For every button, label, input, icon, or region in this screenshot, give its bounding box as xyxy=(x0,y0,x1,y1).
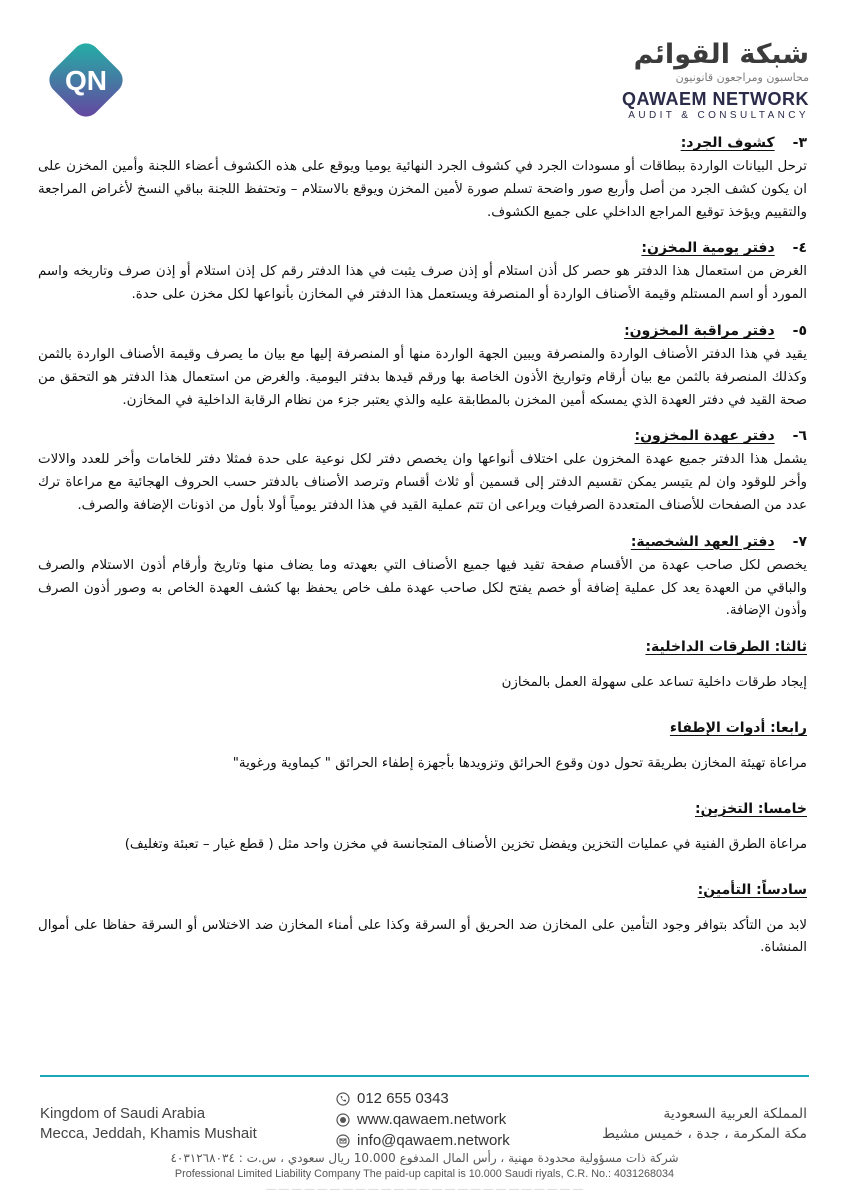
footer-faint-text: — — — — — — — — — — — — — — — — — — — — — — — — — xyxy=(266,1184,583,1195)
subsection-text: لابد من التأكد بتوافر وجود التأمين على المخازن ضد الحريق أو السرقة وكذا على أمناء المخازن ضد الاختلاس أو السرقة حفاظا على أموال المنشاة. xyxy=(38,917,807,956)
location-en-country: Kingdom of Saudi Arabia xyxy=(40,1105,206,1122)
subsection-text: إيجاد طرقات داخلية تساعد على سهولة العمل بالمخازن xyxy=(501,675,807,691)
subsection-heading xyxy=(38,717,807,739)
section-title: دفتر العهد الشخصية: xyxy=(630,533,775,550)
subsection-heading xyxy=(38,879,807,901)
brand-english-subtitle: AUDIT & CONSULTANCY xyxy=(628,110,809,121)
section-title: دفتر عهدة المخزون: xyxy=(634,428,775,445)
email-address: info@qawaem.network xyxy=(357,1132,510,1149)
section-text: الغرض من استعمال هذا الدفتر هو حصر كل أذن استلام أو إذن صرف يثبت في هذا الدفتر رقم كل إذن استلام أو إذن صرف وتاريخه واسم المورد أو اسم المستلم وقيمة الأصناف الواردة أو المنصرفة ويستعمل هذا الدفتر في المخازن بأنواعها لكل مخزن على حدة. xyxy=(38,264,807,303)
footer-divider xyxy=(40,1075,809,1077)
document-body xyxy=(38,132,807,982)
location-english xyxy=(40,1104,257,1144)
subsection-insurance xyxy=(38,879,807,961)
brand-block xyxy=(609,40,809,122)
email-icon xyxy=(336,1134,350,1148)
email-row[interactable] xyxy=(336,1130,576,1151)
phone-number: 012 655 0343 xyxy=(357,1090,449,1107)
section-text: يشمل هذا الدفتر جميع عهدة المخزون على اختلاف أنواعها وان يخصص دفتر لكل نوعية على حدة فمثلا دفتر للخامات وأخر للعدد والالات وأخر للوقود وان لم يتيسر يمكن تقسيم الدفتر إلى قسمين أو ثلاث أقسام وترصد الأصناف بالدفتر حسب الحروف الهجائية مع مراعاة ترك عدد من الصفحات للأصناف المتعددة الصرفيات ويراعى ان تتم عملية القيد في هذا الدفتر يومياً أولا بأول من اذونات الإضافة والصرف. xyxy=(38,452,807,513)
brand-arabic: شبكة القوائم xyxy=(633,39,809,70)
website-row[interactable] xyxy=(336,1109,576,1130)
phone-row[interactable] xyxy=(336,1088,576,1109)
location-ar-cities: مكة المكرمة ، جدة ، خميس مشيط xyxy=(602,1126,807,1142)
section-heading xyxy=(38,531,807,553)
location-ar-country: المملكة العربية السعودية xyxy=(663,1106,807,1122)
section-number: ٥- xyxy=(792,322,807,339)
subsection-title: رابعا: أدوات الإطفاء xyxy=(669,719,807,736)
section-title: دفتر يومية المخزن: xyxy=(641,240,775,257)
subsection-title: سادساً: التأمين: xyxy=(697,881,807,898)
subsection-internal-roads xyxy=(38,636,807,695)
subsection-heading xyxy=(38,636,807,658)
contact-block xyxy=(336,1088,576,1151)
section-text: ترحل البيانات الواردة ببطاقات أو مسودات الجرد في كشوف الجرد النهائية يوميا ويوقع على هذه الكشوف أعضاء اللجنة وأمين المخزن على ان يكون كشف الجرد من أصل وأربع صور واضحة تسلم صورة لأمين المخزن ويوقع بالاستلام – وتحتفظ اللجنة بباقي النسخ لأغراض المراجعة والتقييم ويؤخذ توقيع المراجع الداخلي على جميع الكشوف. xyxy=(38,159,807,220)
section-title: دفتر مراقبة المخزون: xyxy=(624,322,775,339)
section-7 xyxy=(38,531,807,623)
logo-text: QN xyxy=(65,65,107,96)
qn-logo xyxy=(40,34,132,126)
section-heading xyxy=(38,320,807,342)
section-3 xyxy=(38,132,807,224)
legal-arabic: شركة ذات مسؤولية محدودة مهنية ، رأس المال المدفوع 10.000 ريال سعودي ، س.ت : ٤٠٣١٢٦٨٠٣٤ xyxy=(170,1151,679,1165)
subsection-text: مراعاة الطرق الفنية في عمليات التخزين ويفضل تخزين الأصناف المتجانسة في مخزن واحد مثل ( قطع غيار – تعبئة وتغليف) xyxy=(124,836,807,852)
subsection-title: ثالثا: الطرقات الداخلية: xyxy=(645,639,807,656)
legal-english: Professional Limited Liability Company The paid-up capital is 10.000 Saudi riyals, C.R. No.: 4031268034 xyxy=(174,1168,675,1180)
section-6 xyxy=(38,425,807,517)
brand-arabic-subtitle: محاسبون ومراجعون قانونيون xyxy=(675,71,809,84)
section-title: كشوف الجرد: xyxy=(680,135,775,151)
section-heading xyxy=(38,425,807,447)
section-heading xyxy=(38,132,807,154)
section-text: يقيد في هذا الدفتر الأصناف الواردة والمنصرفة ويبين الجهة الواردة منها أو المنصرفة إليها مع بيان ما يصرف وقيمة الأصناف الواردة بالثمن وكذلك المنصرفة بالثمن مع بيان أرقام وتواريخ الأذون الخاصة بها ورقم قيدها بدفتر اليومية. والغرض من استعمال هذا الدفتر هو التحقق من صحة القيد في دفتر العهدة الذي يمسكه أمين المخزن بالمطابقة عليه والذي يعتبر جزء من نظام الرقابة الداخلية في المخازن. xyxy=(38,346,807,408)
location-arabic xyxy=(602,1104,807,1144)
section-number: ٧- xyxy=(792,533,807,550)
section-5 xyxy=(38,320,807,412)
section-4 xyxy=(38,237,807,307)
phone-icon xyxy=(336,1092,350,1106)
globe-icon xyxy=(336,1113,350,1127)
section-text: يخصص لكل صاحب عهدة من الأقسام صفحة تقيد فيها جميع الأصناف التي بعهدته وما يضاف منها وتاريخ وأرقام أذون الاستلام والصرف والباقي من العهدة يعد كل عملية إضافة أو خصم يفتح لكل صاحب عهدة ملف خاص يحفظ بها كشف العهدة الخاص به وصور أذون الصرف وأذون الإضافة. xyxy=(38,557,807,619)
website-link: www.qawaem.network xyxy=(357,1111,507,1128)
subsection-text: مراعاة تهيئة المخازن بطريقة تحول دون وقوع الحرائق وتزويدها بأجهزة إطفاء الحرائق " كيماوية ورغوية" xyxy=(232,755,807,771)
brand-english: QAWAEM NETWORK xyxy=(622,89,809,109)
subsection-heading xyxy=(38,798,807,820)
section-number: ٦- xyxy=(792,428,807,445)
subsection-fire-tools xyxy=(38,717,807,776)
section-number: ٤- xyxy=(792,240,807,257)
section-heading xyxy=(38,237,807,259)
subsection-title: خامسا: التخزين: xyxy=(694,800,807,817)
location-en-cities: Mecca, Jeddah, Khamis Mushait xyxy=(40,1125,257,1142)
section-number: ٣- xyxy=(792,135,807,151)
subsection-storage xyxy=(38,798,807,857)
